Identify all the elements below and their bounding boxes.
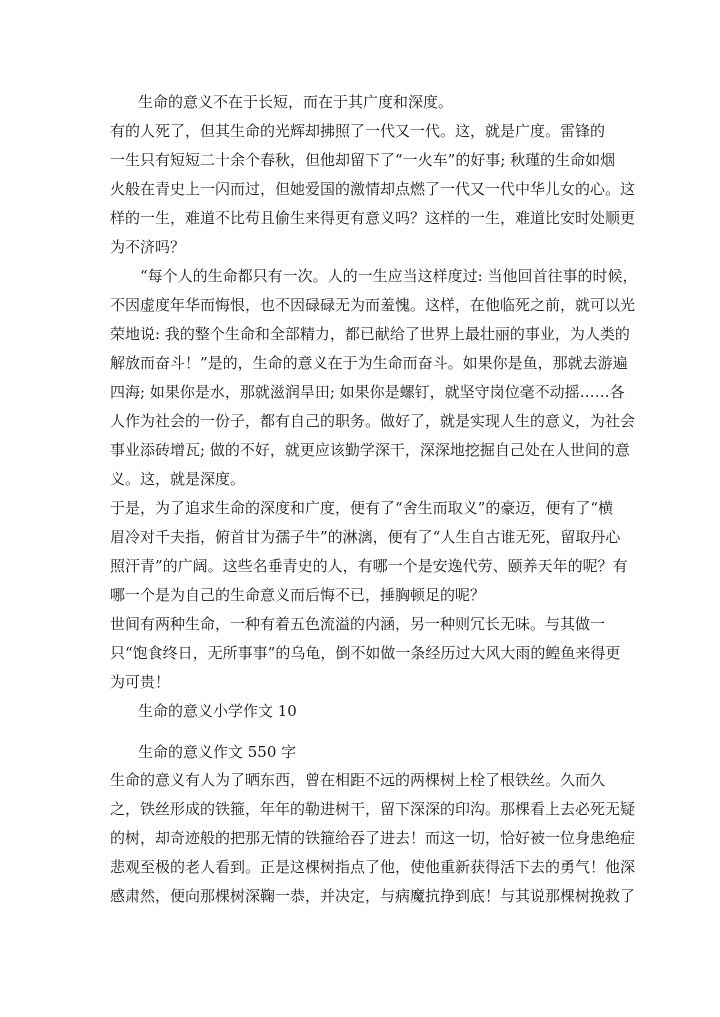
text-line: 照汗青”的广阔。这些名垂青史的人，有哪一个是安逸代劳、颐养天年的呢？有 [110,557,628,575]
text-line: “每个人的生命都只有一次。人的一生应当这样度过: 当他回首往事的时候， [140,267,638,285]
text-line: 样的一生，难道不比苟且偷生来得更有意义吗？这样的一生，难道比安时处顺更 [110,209,636,227]
text-line: 义。这，就是深度。 [110,470,246,488]
text-line: 不因虚度年华而悔恨，也不因碌碌无为而羞愧。这样，在他临死之前，就可以光 [110,296,636,314]
text-line: 世间有两种生命，一种有着五色流溢的内涵，另一种则冗长无味。与其做一 [110,615,606,633]
text-line: 人作为社会的一份子，都有自己的职务。做好了，就是实现人生的意义，为社会 [110,412,636,430]
text-line: 感肃然，便向那棵树深鞠一恭，并决定，与病魔抗挣到底！与其说那棵树挽救了 [110,887,636,905]
text-line: 悲观至极的老人看到。正是这棵树指点了他，使他重新获得活下去的勇气！他深 [110,858,636,876]
text-line: 荣地说: 我的整个生命和全部精力，都已献给了世界上最壮丽的事业，为人类的 [110,325,630,343]
text-line: 哪一个是为自己的生命意义而后悔不已，捶胸顿足的呢？ [110,586,486,604]
text-line: 火般在青史上一闪而过，但她爱国的激情却点燃了一代又一代中华儿女的心。这 [110,180,636,198]
text-line: 事业添砖增瓦; 做的不好，就更应该勤学深干，深深地挖掘自己处在人世间的意 [110,441,630,459]
text-line: 生命的意义不在于长短，而在于其广度和深度。 [138,93,454,111]
text-line: 生命的意义有人为了晒东西，曾在相距不远的两棵树上栓了根铁丝。久而久 [110,771,606,789]
text-line: 四海; 如果你是水，那就滋润旱田; 如果你是螺钉，就坚守岗位毫不动摇……各 [110,383,625,401]
text-line: 之，铁丝形成的铁箍，年年的勒进树干，留下深深的印沟。那棵看上去必死无疑 [110,800,636,818]
text-line: 眉冷对千夫指，俯首甘为孺子牛”的淋漓，便有了“人生自古谁无死，留取丹心 [110,528,621,546]
text-line: 的树，却奇迹般的把那无情的铁箍给吞了进去！而这一切，恰好被一位身患绝症 [110,829,636,847]
text-line: 为不济吗？ [110,238,186,256]
section-title: 生命的意义小学作文 10 [138,702,297,720]
text-line: 解放而奋斗！”是的，生命的意义在于为生命而奋斗。如果你是鱼，那就去游遍 [110,354,628,372]
text-line: 于是，为了追求生命的深度和广度，便有了“舍生而取义”的豪迈，便有了“横 [110,499,614,517]
text-line: 只“饱食终日，无所事事”的乌龟，倒不如做一条经历过大风大雨的鳇鱼来得更 [110,644,621,662]
text-line: 有的人死了，但其生命的光辉却拂照了一代又一代。这，就是广度。雷锋的 [110,122,606,140]
text-line: 一生只有短短二十余个春秋，但他却留下了“一火车”的好事; 秋瑾的生命如烟 [110,151,616,169]
section-title: 生命的意义作文 550 字 [138,743,297,761]
text-line: 为可贵！ [110,673,171,691]
